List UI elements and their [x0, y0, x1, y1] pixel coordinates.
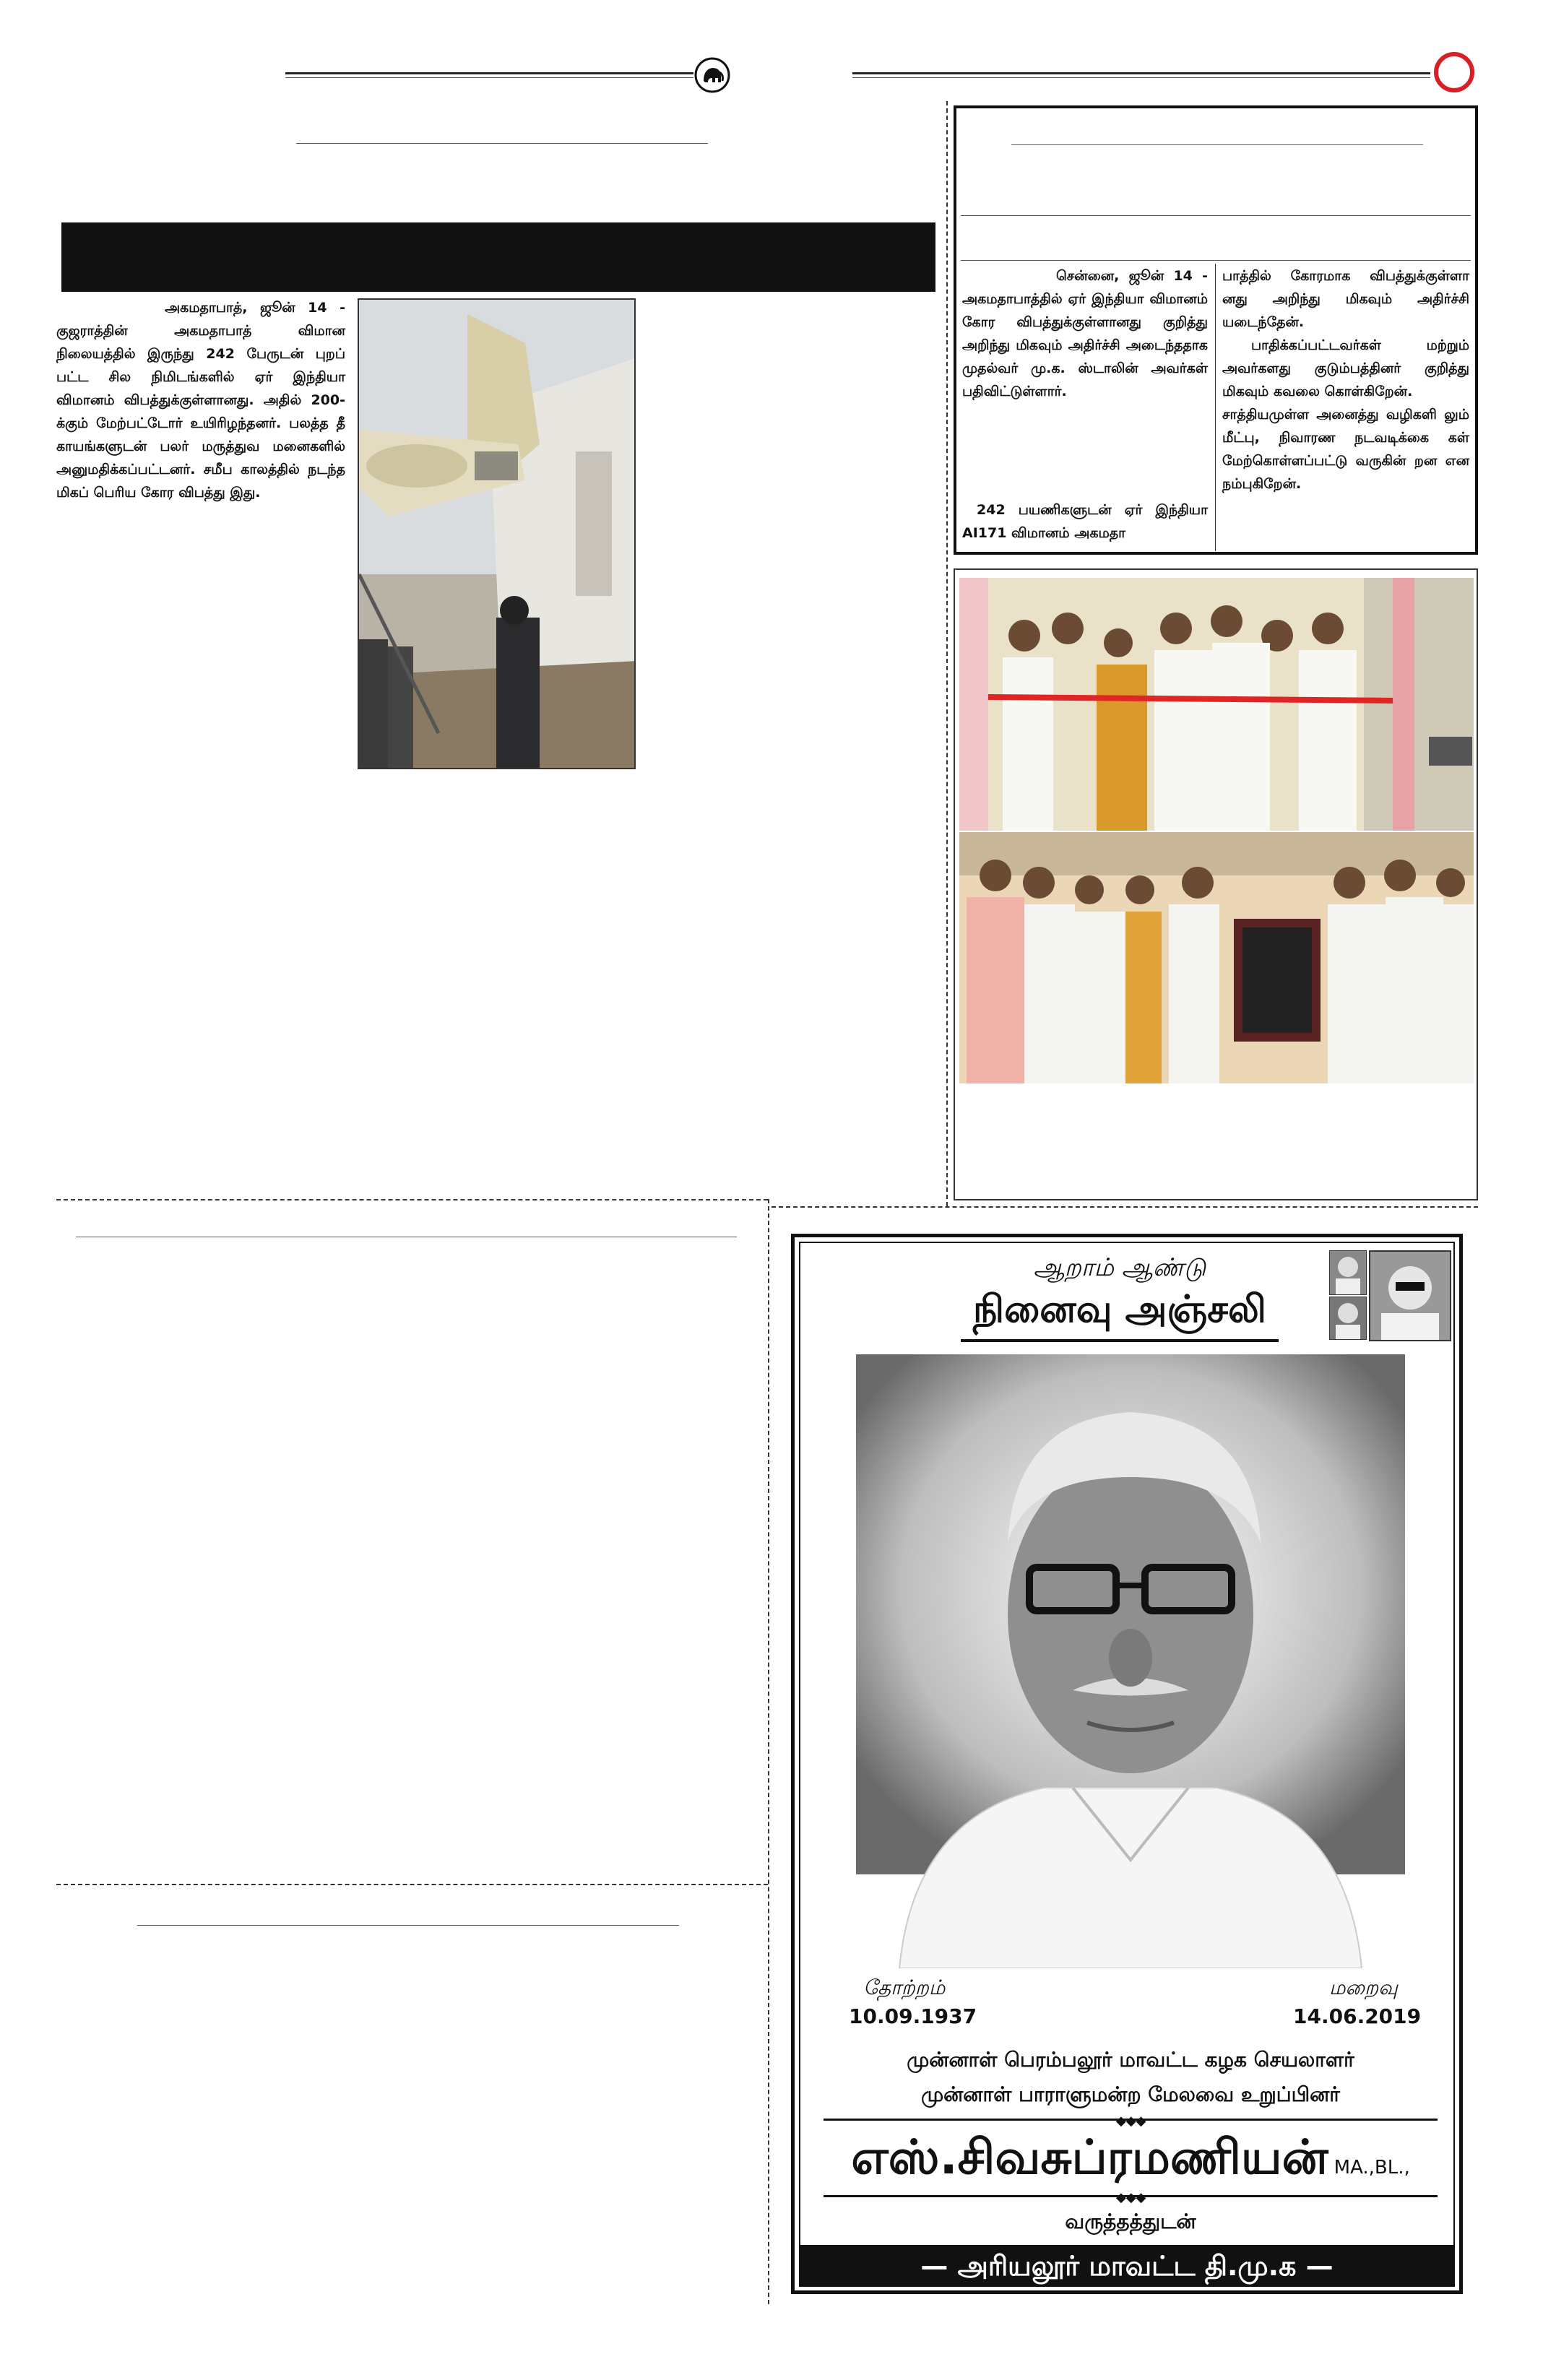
- statement-headline-rule: [1011, 144, 1423, 145]
- statement-col2-para3: சாத்தியமுள்ள அனைத்து வழிகளி லும் மீட்பு, நிவாரண நடவடிக்கை கள் மேற்கொள்ளப்பட்டு வருகின் றன என நம்புகிறேன்.: [1222, 407, 1469, 492]
- statement-rule-2: [961, 260, 1471, 261]
- name-rule-bottom-ornament: ◆◆◆: [1116, 2190, 1146, 2205]
- memorial-name: [824, 2127, 1438, 2198]
- death-label: மறைவு: [1329, 1976, 1398, 1999]
- header-rule-left: [285, 72, 693, 74]
- role-line-2: முன்னாள் பாராளுமன்ற மேலவை உறுப்பினர்: [921, 2082, 1340, 2106]
- name-rule-top-ornament: ◆◆◆: [1116, 2113, 1146, 2129]
- memorial-ad: [791, 1234, 1463, 2294]
- memorial-footer: — அரியலூர் மாவட்ட தி.மு.க —: [799, 2245, 1455, 2287]
- leader-portrait-1: [1329, 1250, 1367, 1295]
- crash-site-photo: [358, 298, 636, 769]
- memorial-name-text: எஸ்.சிவசுப்ரமணியன்: [851, 2129, 1328, 2185]
- death-date: 14.06.2019: [1293, 2004, 1422, 2028]
- statement-col1-para2: 242 பயணிகளுடன் ஏர் இந்தியா AI171 விமானம் அகமதா: [962, 502, 1208, 541]
- header-rule-left-thin: [285, 77, 693, 78]
- bottom-headline-rule: [137, 1925, 679, 1926]
- role-line-1: முன்னாள் பெரம்பலூர் மாவட்ட கழக செயலாளர்: [907, 2048, 1354, 2072]
- lower-column-divider: [768, 1199, 769, 2304]
- section-divider-right: [772, 1206, 1478, 1208]
- plaque-unveiling-photo: [959, 832, 1474, 1083]
- memorial-portrait: [856, 1354, 1405, 1968]
- headline-rule: [296, 143, 708, 144]
- leader-portrait-2: [1329, 1297, 1367, 1340]
- birth-label: தோற்றம்: [863, 1976, 946, 1999]
- header-rule-right: [852, 72, 1430, 74]
- red-circle-page-marker-icon: [1434, 52, 1474, 92]
- birth-date: 10.09.1937: [849, 2004, 977, 2028]
- statement-col1-para1: சென்னை, ஜூன் 14 - அகமதாபாத்தில் ஏர் இந்தியா விமானம் கோர விபத்துக்குள்ளானது குறித்து அறிந்து மிகவும் அதிர்ச்சி அடைந்ததாக முதல்வர் மு.க. ஸ்டாலின் அவர்கள் பதிவிட்டுள்ளார்.: [962, 268, 1208, 399]
- leader-portrait-3: [1369, 1250, 1451, 1341]
- crash-story-text: அகமதாபாத், ஜூன் 14 - குஜராத்தின் அகமதாபாத் விமான நிலையத்தில் இருந்து 242 பேருடன் புறப் பட்ட சில நிமிடங்களில் ஏர் இந்தியா விமானம் விபத்துக்குள்ளானது. அதில் 200-க்கும் மேற்பட்டோர் உயிரிழந்தனர். பலத்த தீ காயங்களுடன் பலர் மருத்துவ மனைகளில் அனுமதிக்கப்பட்டனர். சமீப காலத்தில் நடந்த மிகப் பெரிய கோர விபத்து இது.: [56, 300, 345, 501]
- section-divider-2: [56, 1884, 768, 1885]
- memorial-anniversary: ஆறாம் ஆண்டு: [1033, 1253, 1206, 1282]
- header-rule-right-thin: [852, 77, 1430, 78]
- elephant-emblem-icon: [693, 56, 731, 94]
- statement-col2-para1: பாத்தில் கோரமாக விபத்துக்குள்ளா னது அறிந்து மிகவும் அதிர்ச்சி யடைந்தேன்.: [1222, 268, 1469, 330]
- statement-col-divider: [1215, 264, 1216, 551]
- section-divider-1: [56, 1199, 768, 1200]
- ribbon-cutting-photo: [959, 578, 1474, 831]
- statement-rule-1: [961, 215, 1471, 216]
- memorial-degree: MA.,BL.,: [1334, 2157, 1410, 2178]
- condolence-text: வருத்தத்துடன்: [1065, 2210, 1196, 2233]
- memorial-title: நினைவு அஞ்சலி: [961, 1288, 1279, 1342]
- headline-banner: [61, 222, 935, 292]
- column-divider: [946, 101, 948, 1206]
- statement-col2-para2: பாதிக்கப்பட்டவர்கள் மற்றும் அவர்களது குடும்பத்தினர் குறித்து மிகவும் கவலை கொள்கிறேன்.: [1222, 337, 1469, 399]
